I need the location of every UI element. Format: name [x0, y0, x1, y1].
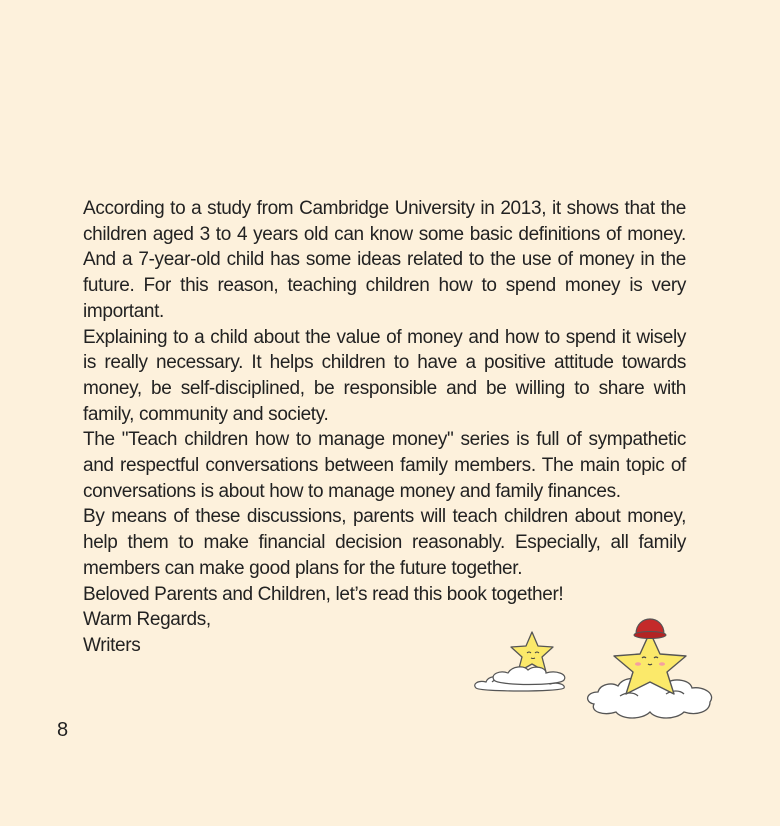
paragraph-discussions: By means of these discussions, parents will teach children about money, help them to make financial decision reasonably. Especially, all family members can make good plans for the future together. [83, 506, 686, 579]
paragraph-value-of-money: Explaining to a child about the value of money and how to spend it wisely is really necessary. It helps children to have a positive attitude towards money, be self-disciplined, be responsible and be willing to share with family, community and society. [83, 326, 686, 425]
page-number: 8 [57, 719, 69, 741]
small-star-cloud-icon [493, 667, 565, 685]
closing-signature: Writers [83, 634, 141, 656]
stars-on-clouds-illustration [470, 612, 720, 724]
paragraph-study: According to a study from Cambridge University in 2013, it shows that the children aged 3 to 4 years old can know some basic definitions of money. And a 7-year-old child has some ideas related to the use of money in the future. For this reason, teaching children how to spend money is very important. [83, 198, 686, 322]
foreword-text [83, 196, 686, 659]
closing-regards: Warm Regards, [83, 609, 211, 631]
closing-invitation: Beloved Parents and Children, let’s read this book together! [83, 583, 564, 605]
small-star-icon [511, 632, 553, 672]
paragraph-series: The "Teach children how to manage money" series is full of sympathetic and respectful conversations between family members. The main topic of conversations is about how to manage money and family finances. [83, 429, 686, 502]
